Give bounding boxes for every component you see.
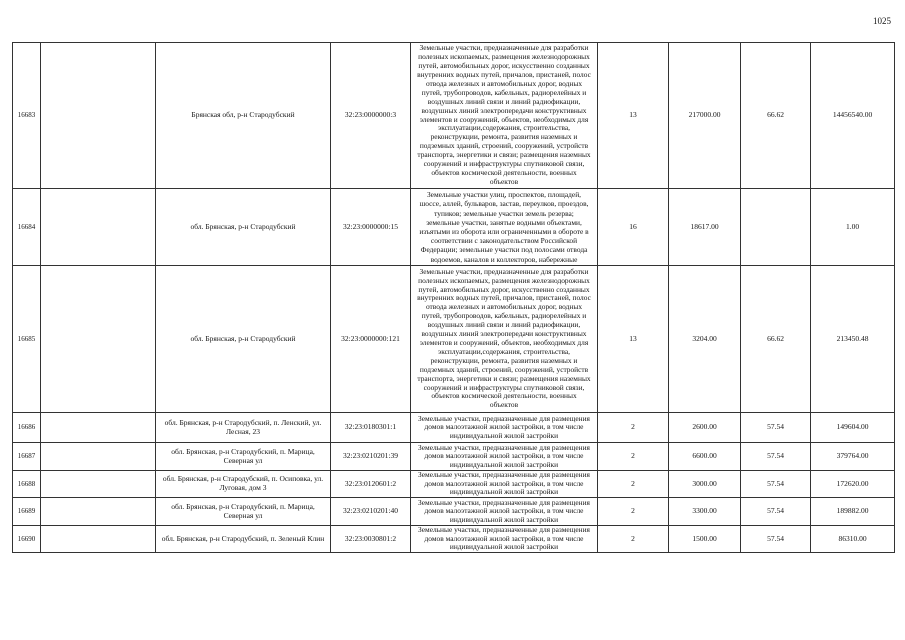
empty-cell [41, 43, 156, 189]
empty-cell [41, 471, 156, 498]
cadastral-value-cell: 189882.00 [811, 498, 895, 526]
address-cell: обл. Брянская, р-н Стародубский, п. Ленский, ул. Лесная, 23 [156, 413, 331, 443]
group-cell: 2 [598, 498, 669, 526]
group-cell: 13 [598, 266, 669, 413]
area-cell: 18617.00 [669, 189, 741, 266]
address-cell: обл. Брянская, р-н Стародубский, п. Марица, Северная ул [156, 443, 331, 471]
address-cell: обл. Брянская, р-н Стародубский, п. Осиповка, ул. Луговая, дом 3 [156, 471, 331, 498]
area-cell: 217000.00 [669, 43, 741, 189]
page-number: 1025 [873, 16, 891, 26]
address-cell: обл. Брянская, р-н Стародубский [156, 189, 331, 266]
record-number-cell: 16687 [13, 443, 41, 471]
land-use-description-cell: Земельные участки, предназначенные для размещения домов малоэтажной жилой застройки, в том числе индивидуальной жилой застройки [411, 526, 598, 553]
group-cell: 16 [598, 189, 669, 266]
area-cell: 2600.00 [669, 413, 741, 443]
record-number-cell: 16684 [13, 189, 41, 266]
area-cell: 1500.00 [669, 526, 741, 553]
area-cell: 3000.00 [669, 471, 741, 498]
land-plots-table [12, 42, 895, 553]
empty-cell [41, 443, 156, 471]
cadastral-value-cell: 149604.00 [811, 413, 895, 443]
empty-cell [41, 266, 156, 413]
area-cell: 3204.00 [669, 266, 741, 413]
record-number-cell: 16686 [13, 413, 41, 443]
area-cell: 3300.00 [669, 498, 741, 526]
cadastral-number-cell: 32:23:0000000:15 [331, 189, 411, 266]
land-use-description-cell: Земельные участки, предназначенные для размещения домов малоэтажной жилой застройки, в том числе индивидуальной жилой застройки [411, 413, 598, 443]
land-use-description-cell: Земельные участки, предназначенные для размещения домов малоэтажной жилой застройки, в том числе индивидуальной жилой застройки [411, 471, 598, 498]
group-cell: 2 [598, 443, 669, 471]
cadastral-value-cell: 86310.00 [811, 526, 895, 553]
cadastral-value-cell: 379764.00 [811, 443, 895, 471]
record-number-cell: 16689 [13, 498, 41, 526]
empty-cell [41, 413, 156, 443]
cadastral-number-cell: 32:23:0210201:40 [331, 498, 411, 526]
rate-cell: 57.54 [741, 498, 811, 526]
record-number-cell: 16690 [13, 526, 41, 553]
group-cell: 2 [598, 471, 669, 498]
rate-cell: 66.62 [741, 43, 811, 189]
cadastral-number-cell: 32:23:0000000:3 [331, 43, 411, 189]
land-use-description-cell: Земельные участки, предназначенные для размещения домов малоэтажной жилой застройки, в том числе индивидуальной жилой застройки [411, 498, 598, 526]
group-cell: 2 [598, 413, 669, 443]
address-cell: обл. Брянская, р-н Стародубский, п. Зеленый Клин [156, 526, 331, 553]
group-cell: 2 [598, 526, 669, 553]
rate-cell: 57.54 [741, 526, 811, 553]
empty-cell [41, 189, 156, 266]
land-use-description-cell: Земельные участки, предназначенные для разработки полезных ископаемых, размещения железнодорожных путей, автомобильных дорог, искусственно созданных внутренних водных путей, причалов, пристаней, полос отвода железных и автомобильных дорог, водных путей, трубопроводов, кабельных, радиорелейных и воздушных линий связи и линий радиофикации, воздушных линий электропередачи конструктивных элементов и сооружений, объектов, необходимых для эксплуатации,содержания, строительства, реконструкции, ремонта, развития наземных и подземных зданий, строений, сооружений, устройств транспорта, энергетики и связи; размещения наземных сооружений и инфраструктуры спутниковой связи, объектов космической деятельности, военных объектов [411, 266, 598, 413]
rate-cell [741, 189, 811, 266]
cadastral-value-cell: 172620.00 [811, 471, 895, 498]
land-use-description-cell: Земельные участки, предназначенные для размещения домов малоэтажной жилой застройки, в том числе индивидуальной жилой застройки [411, 443, 598, 471]
cadastral-value-cell: 14456540.00 [811, 43, 895, 189]
cadastral-number-cell: 32:23:0120601:2 [331, 471, 411, 498]
group-cell: 13 [598, 43, 669, 189]
land-use-description-cell: Земельные участки улиц, проспектов, площадей, шоссе, аллей, бульваров, застав, переулков, проездов, тупиков; земельные участки земель резерва; земельные участки, занятые водными объектами, изъятыми из оборота или ограниченными в обороте в соответствии с законодательством Российской Федерации; земельные участки под полосами отвода водоемов, каналов и коллекторов, набережные [411, 189, 598, 266]
address-cell: Брянская обл, р-н Стародубский [156, 43, 331, 189]
land-use-description-cell: Земельные участки, предназначенные для разработки полезных ископаемых, размещения железнодорожных путей, автомобильных дорог, искусственно созданных внутренних водных путей, причалов, пристаней, полос отвода железных и автомобильных дорог, водных путей, трубопроводов, кабельных, радиорелейных и воздушных линий связи и линий радиофикации, воздушных линий электропередачи конструктивных элементов и сооружений, объектов, необходимых для эксплуатации,содержания, строительства, реконструкции, ремонта, развития наземных и подземных зданий, строений, сооружений, устройств транспорта, энергетики и связи; размещения наземных сооружений и инфраструктуры спутниковой связи, объектов космической деятельности, военных объектов [411, 43, 598, 189]
cadastral-number-cell: 32:23:0180301:1 [331, 413, 411, 443]
empty-cell [41, 498, 156, 526]
area-cell: 6600.00 [669, 443, 741, 471]
address-cell: обл. Брянская, р-н Стародубский [156, 266, 331, 413]
cadastral-value-cell: 1.00 [811, 189, 895, 266]
cadastral-number-cell: 32:23:0000000:121 [331, 266, 411, 413]
rate-cell: 57.54 [741, 471, 811, 498]
address-cell: обл. Брянская, р-н Стародубский, п. Марица, Северная ул [156, 498, 331, 526]
record-number-cell: 16688 [13, 471, 41, 498]
cadastral-value-cell: 213450.48 [811, 266, 895, 413]
record-number-cell: 16683 [13, 43, 41, 189]
rate-cell: 57.54 [741, 443, 811, 471]
cadastral-number-cell: 32:23:0210201:39 [331, 443, 411, 471]
rate-cell: 57.54 [741, 413, 811, 443]
record-number-cell: 16685 [13, 266, 41, 413]
rate-cell: 66.62 [741, 266, 811, 413]
cadastral-number-cell: 32:23:0030801:2 [331, 526, 411, 553]
empty-cell [41, 526, 156, 553]
